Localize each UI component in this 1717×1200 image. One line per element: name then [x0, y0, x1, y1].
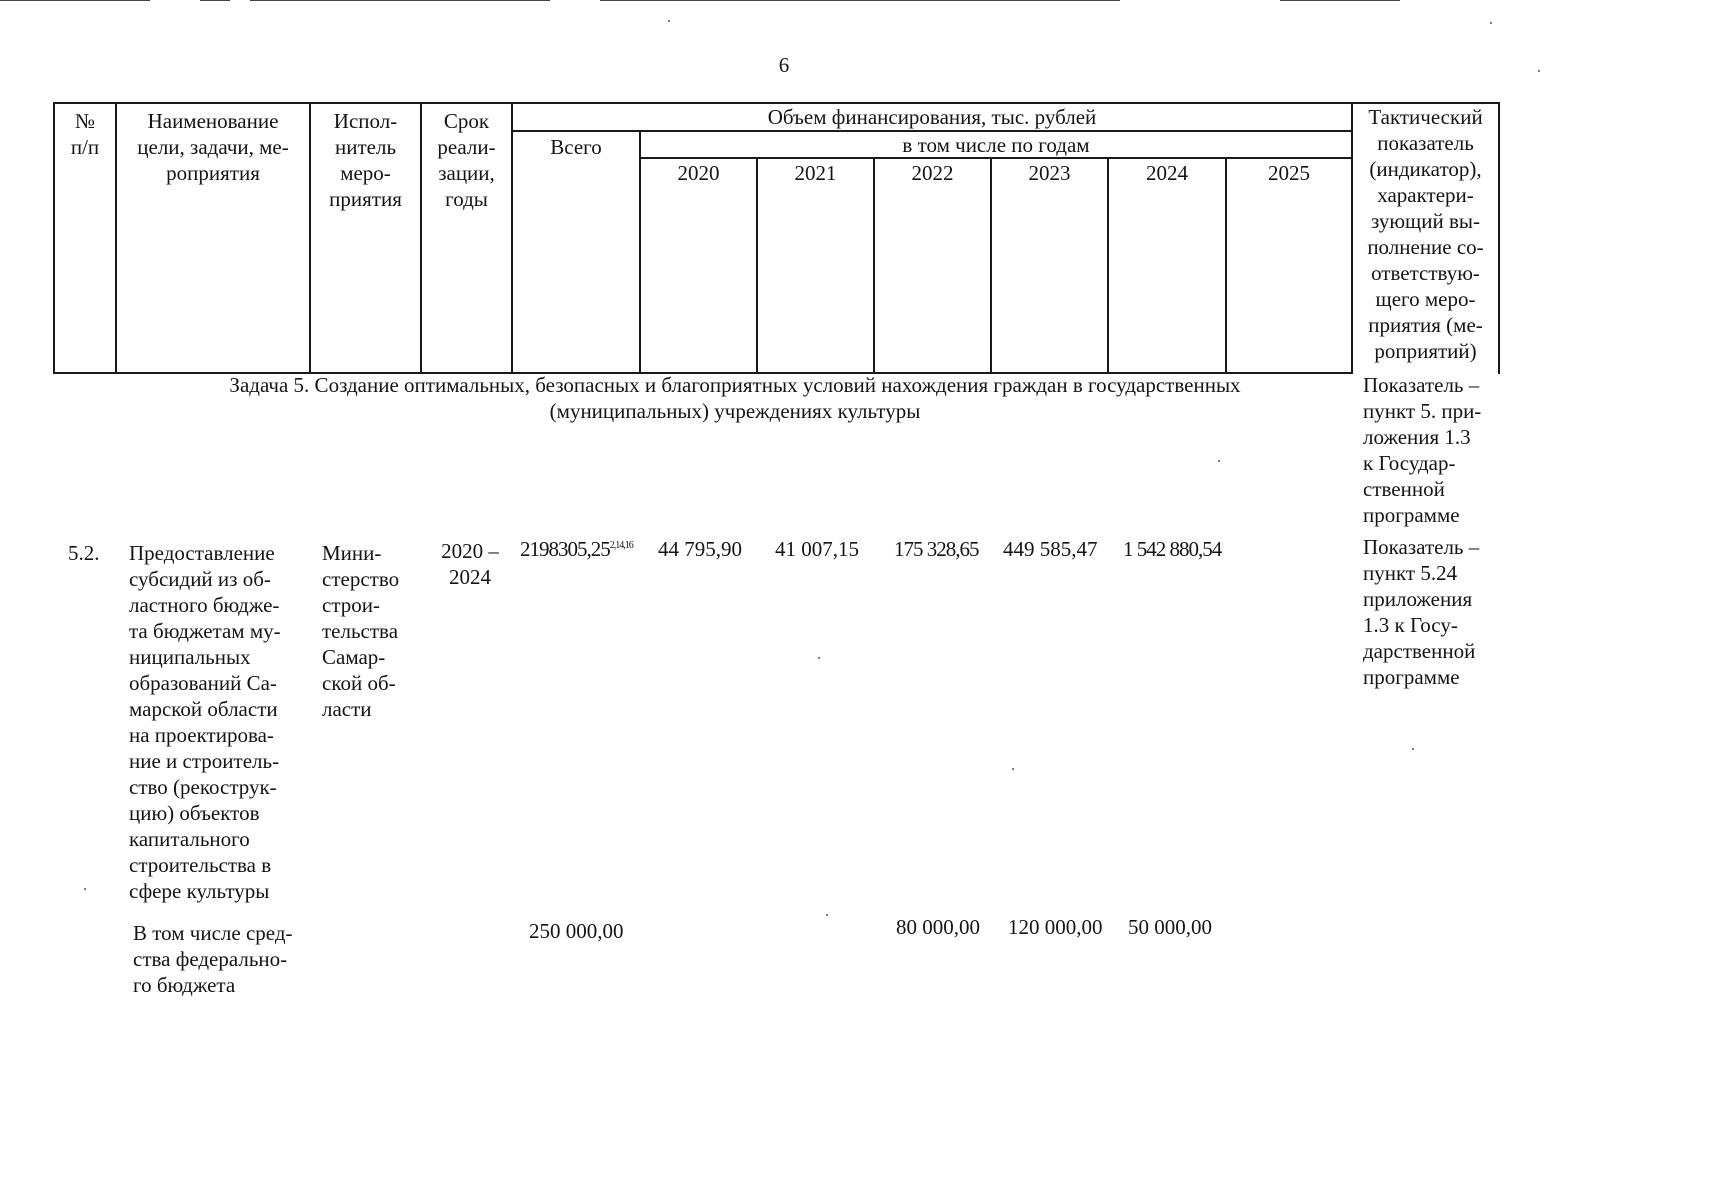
header-year-2024: 2024: [1146, 161, 1188, 185]
page-number: 6: [778, 53, 790, 77]
header-executor: Испол- нитель меро- приятия: [329, 109, 402, 211]
row-term: 2020 – 2024: [441, 539, 499, 589]
row-2020: 44 795,90: [658, 537, 742, 561]
header-no: № п/п: [70, 109, 100, 159]
scan-speck: [818, 657, 820, 659]
table-header: [53, 102, 1500, 374]
row-total: [520, 536, 633, 562]
row-total-value: 2198305,25: [520, 537, 610, 561]
scan-speck: [826, 914, 828, 916]
subrow-2024: 50 000,00: [1128, 915, 1212, 939]
header-year-2023: 2023: [1028, 161, 1071, 185]
scan-edge: [600, 0, 1120, 1]
scan-speck: [1412, 748, 1414, 750]
header-term: Срок реали- зации, годы: [437, 109, 496, 211]
header-year-2022: 2022: [911, 161, 954, 185]
row-indicator: Показатель – пункт 5.24 приложения 1.3 к Госу- дарственной программе: [1363, 535, 1480, 689]
scan-edge: [200, 0, 230, 1]
header-financing: Объем финансирования, тыс. рублей: [767, 105, 1097, 129]
header-year-2025: 2025: [1268, 161, 1310, 185]
scan-edge: [1280, 0, 1400, 1]
scan-speck: [668, 20, 670, 22]
subrow-2022: 80 000,00: [896, 915, 980, 939]
scan-speck: [84, 888, 86, 890]
scan-edge: [0, 0, 150, 1]
row-2024: 1 542 880,54: [1123, 537, 1222, 561]
header-total: Всего: [550, 135, 602, 159]
task-title: Задача 5. Создание оптимальных, безопасных и благоприятных условий нахождения граждан в государственных (муниципальных) учреждениях культуры: [229, 373, 1241, 423]
header-by-years: в том числе по годам: [902, 133, 1090, 157]
subrow-total: 250 000,00: [529, 919, 624, 943]
task-indicator: Показатель – пункт 5. при- ложения 1.3 к Государ- ственной программе: [1363, 373, 1482, 527]
row-2023: 449 585,47: [1003, 537, 1098, 561]
header-indicator: Тактический показатель (индикатор), характери- зующий вы- полнение со- ответствую- щего меро- приятия (ме- роприятий): [1367, 105, 1484, 363]
scan-edge: [250, 0, 550, 1]
row-executor: Мини- стерство строи- тельства Самар- ской об- ласти: [322, 541, 400, 721]
row-name: Предоставление субсидий из об- ластного бюдже- та бюджетам му- ниципальных образований Са- марской области на проектирова- ние и строитель- ство (рекострук- цию) объектов капитального строительства в сфере культуры: [129, 541, 281, 903]
scan-speck: [1012, 768, 1014, 770]
header-year-2020: 2020: [677, 161, 720, 185]
header-name: Наименование цели, задачи, ме- роприятия: [137, 109, 289, 185]
row-total-footnote: 2,14,16: [609, 540, 633, 551]
scan-speck: [1218, 460, 1220, 462]
row-2022: 175 328,65: [894, 537, 979, 561]
header-year-2021: 2021: [794, 161, 837, 185]
row-2021: 41 007,15: [775, 537, 859, 561]
scan-speck: [1490, 22, 1492, 24]
row-number: 5.2.: [68, 541, 100, 565]
subrow-name: В том числе сред- ства федерально- го бюджета: [133, 921, 293, 997]
subrow-2023: 120 000,00: [1008, 915, 1103, 939]
